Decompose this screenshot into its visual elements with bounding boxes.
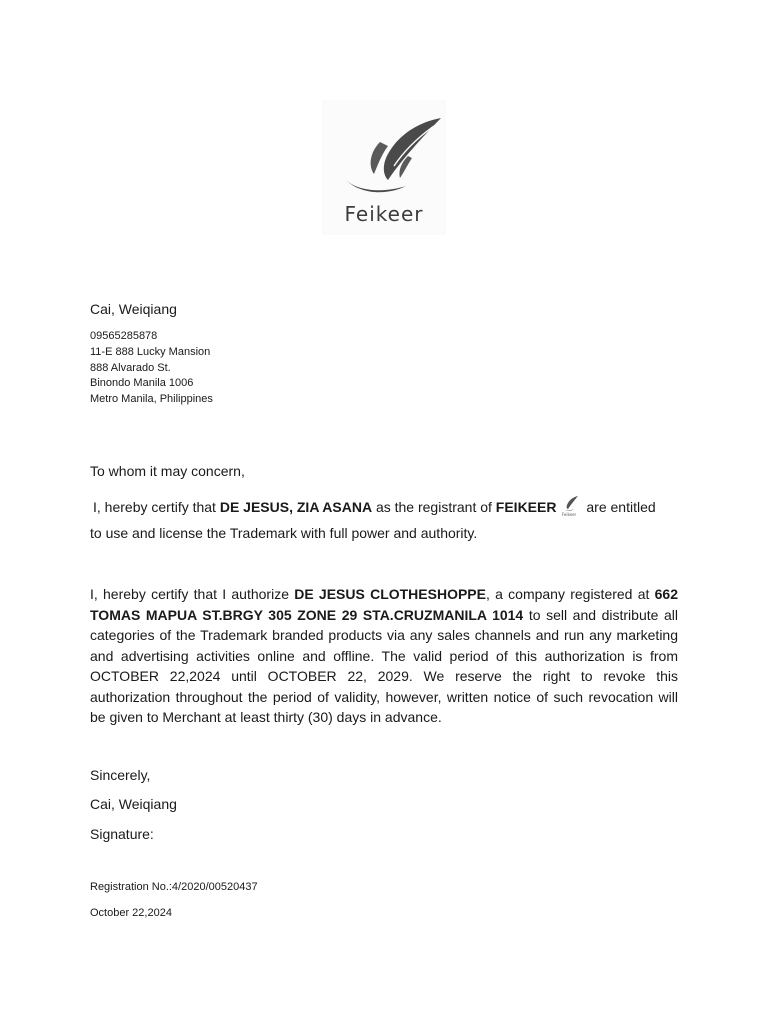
feikeer-logo: [322, 100, 446, 235]
closing: Sincerely,: [90, 767, 151, 783]
certification-continuation: to use and license the Trademark with full power and authority.: [90, 525, 478, 541]
letter-date: October 22,2024: [90, 907, 172, 919]
authorization-text: I, hereby certify that I authorize: [90, 586, 295, 602]
feather-logo-icon: [322, 100, 446, 200]
certification-line: [93, 494, 656, 518]
address-phone: 09565285878: [90, 330, 158, 342]
sender-name: Cai, Weiqiang: [90, 301, 177, 317]
certify-text: are entitled: [582, 499, 656, 515]
certify-text: as the registrant of: [372, 499, 496, 515]
signature-label: Signature:: [90, 826, 154, 842]
authorization-text: , a company registered at: [486, 586, 655, 602]
logo-wordmark: Feikeer: [344, 202, 424, 226]
closing-name: Cai, Weiqiang: [90, 796, 177, 812]
authorization-text: to sell and distribute all categories of the Trademark branded products via any sales channels and run any marketing and advertising activities online and offline. The valid period of this authorization is from OCTOBER 22,2024 until OCTOBER 22, 2029. We reserve the right to revoke this authorization throughout the period of validity, however, written notice of such revocation will be given to Merchant at least thirty (30) days in advance.: [90, 606, 679, 725]
address-line: 888 Alvarado St.: [90, 361, 171, 374]
certification-statement: [90, 481, 690, 521]
address-line: Metro Manila, Philippines: [90, 393, 213, 406]
address-line: Binondo Manila 1006: [90, 377, 194, 390]
svg-text:Feikeer: Feikeer: [562, 512, 577, 517]
authorization-paragraph: [90, 584, 678, 728]
company-address: 662 TOMAS MAPUA ST.BRGY 305 ZONE 29 STA.CRUZMANILA 1014: [90, 586, 678, 623]
registration-number: Registration No.:4/2020/00520437: [90, 881, 258, 893]
certify-text: I, hereby certify that: [93, 499, 220, 515]
address-line: 11-E 888 Lucky Mansion: [90, 345, 211, 358]
inline-feather-logo-icon: [558, 494, 580, 518]
salutation: To whom it may concern,: [90, 463, 245, 479]
sender-address: [90, 329, 213, 408]
registrant-name: DE JESUS, ZIA ASANA: [219, 499, 373, 515]
brand-name: FEIKEER: [495, 499, 557, 515]
authorized-company: DE JESUS CLOTHESHOPPE: [294, 586, 486, 602]
